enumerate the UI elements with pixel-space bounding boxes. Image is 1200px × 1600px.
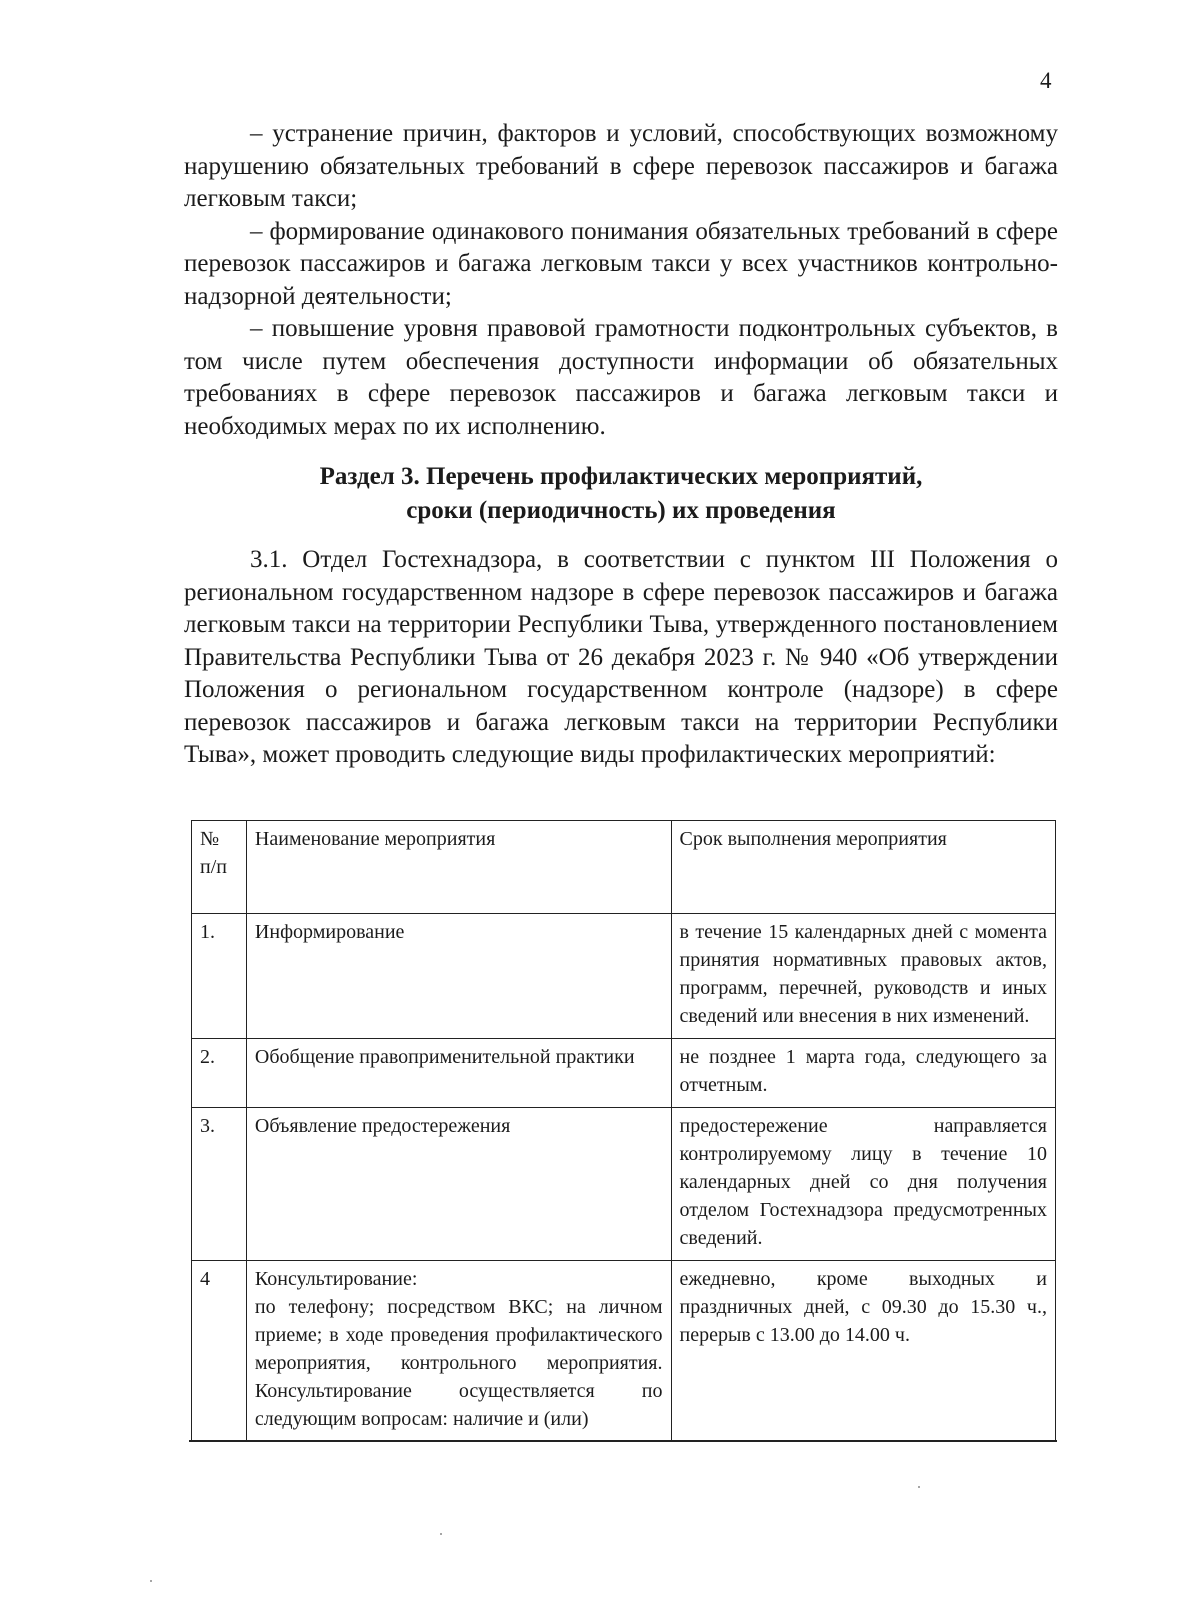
scan-speck bbox=[918, 1486, 920, 1488]
table-row bbox=[192, 1261, 1056, 1442]
table-header-row bbox=[192, 821, 1056, 914]
section-paragraph-block bbox=[184, 544, 1058, 772]
table-row bbox=[192, 1108, 1056, 1261]
section-heading bbox=[184, 460, 1058, 528]
intro-item: – устранение причин, факторов и условий, способствующих возможному нарушению обязательных требований в сфере перевозок пассажиров и багажа легковым такси; bbox=[184, 120, 1058, 212]
intro-list bbox=[184, 118, 1058, 443]
row-term: не позднее 1 марта года, следующего за отчетным. bbox=[671, 1039, 1055, 1108]
section-paragraph: 3.1. Отдел Гостехнадзора, в соответствии с пунктом III Положения о региональном государственном надзоре в сфере перевозок пассажиров и багажа легковым такси на территории Республики Тыва, утвержденного постановлением Правительства Республики Тыва от 26 декабря 2023 г. № 940 «Об утверждении Положения о региональном государственном контроле (надзоре) в сфере перевозок пассажиров и багажа легковым такси на территории Республики Тыва», может проводить следующие виды профилактических мероприятий: bbox=[184, 546, 1058, 768]
row-name-cell bbox=[246, 1261, 671, 1442]
row-name: Обобщение правоприменительной практики bbox=[246, 1039, 671, 1108]
row-name: по телефону; посредством ВКС; на личном приеме; в ходе проведения профилактического мероприятия, контрольного мероприятия. Консультирование осуществляется по следующим вопросам: наличие и (или) bbox=[254, 1296, 663, 1430]
table-bottom-border bbox=[189, 1440, 1057, 1442]
row-num: 1. bbox=[192, 914, 247, 1039]
header-term: Срок выполнения мероприятия bbox=[671, 821, 1055, 914]
row-num: 4 bbox=[192, 1261, 247, 1442]
intro-item: – формирование одинакового понимания обязательных требований в сфере перевозок пассажиров и багажа легковым такси у всех участников контрольно-надзорной деятельности; bbox=[184, 217, 1058, 310]
row-term: в течение 15 календарных дней с момента принятия нормативных правовых актов, программ, перечней, руководств и иных сведений или внесения в них изменений. bbox=[671, 914, 1055, 1039]
scan-speck bbox=[150, 1580, 152, 1582]
row-term: ежедневно, кроме выходных и праздничных дней, с 09.30 до 15.30 ч., перерыв с 13.00 до 14.00 ч. bbox=[671, 1261, 1055, 1442]
page-bottom-margin bbox=[0, 1440, 1200, 1600]
scan-speck bbox=[440, 1533, 442, 1535]
row-num: 3. bbox=[192, 1108, 247, 1261]
measures-table bbox=[191, 820, 1056, 1442]
row-name: Информирование bbox=[246, 914, 671, 1039]
row-name-title: Консультирование: bbox=[254, 1268, 418, 1290]
section-title-line1: Раздел 3. Перечень профилактических мероприятий, bbox=[319, 463, 923, 490]
table-row bbox=[192, 914, 1056, 1039]
header-num: № п/п bbox=[192, 821, 247, 914]
section-title-line2: сроки (периодичность) их проведения bbox=[406, 497, 836, 524]
table-row bbox=[192, 1039, 1056, 1108]
page-number: 4 bbox=[1040, 68, 1052, 93]
intro-item: – повышение уровня правовой грамотности подконтрольных субъектов, в том числе путем обеспечения доступности информации об обязательных требованиях в сфере перевозок пассажиров и багажа легковым такси и необходимых мерах по их исполнению. bbox=[184, 315, 1058, 440]
row-num: 2. bbox=[192, 1039, 247, 1108]
row-name: Объявление предостережения bbox=[246, 1108, 671, 1261]
header-name: Наименование мероприятия bbox=[246, 821, 671, 914]
row-term: предостережение направляется контролируемому лицу в течение 10 календарных дней со дня получения отделом Гостехнадзора предусмотренных сведений. bbox=[671, 1108, 1055, 1261]
